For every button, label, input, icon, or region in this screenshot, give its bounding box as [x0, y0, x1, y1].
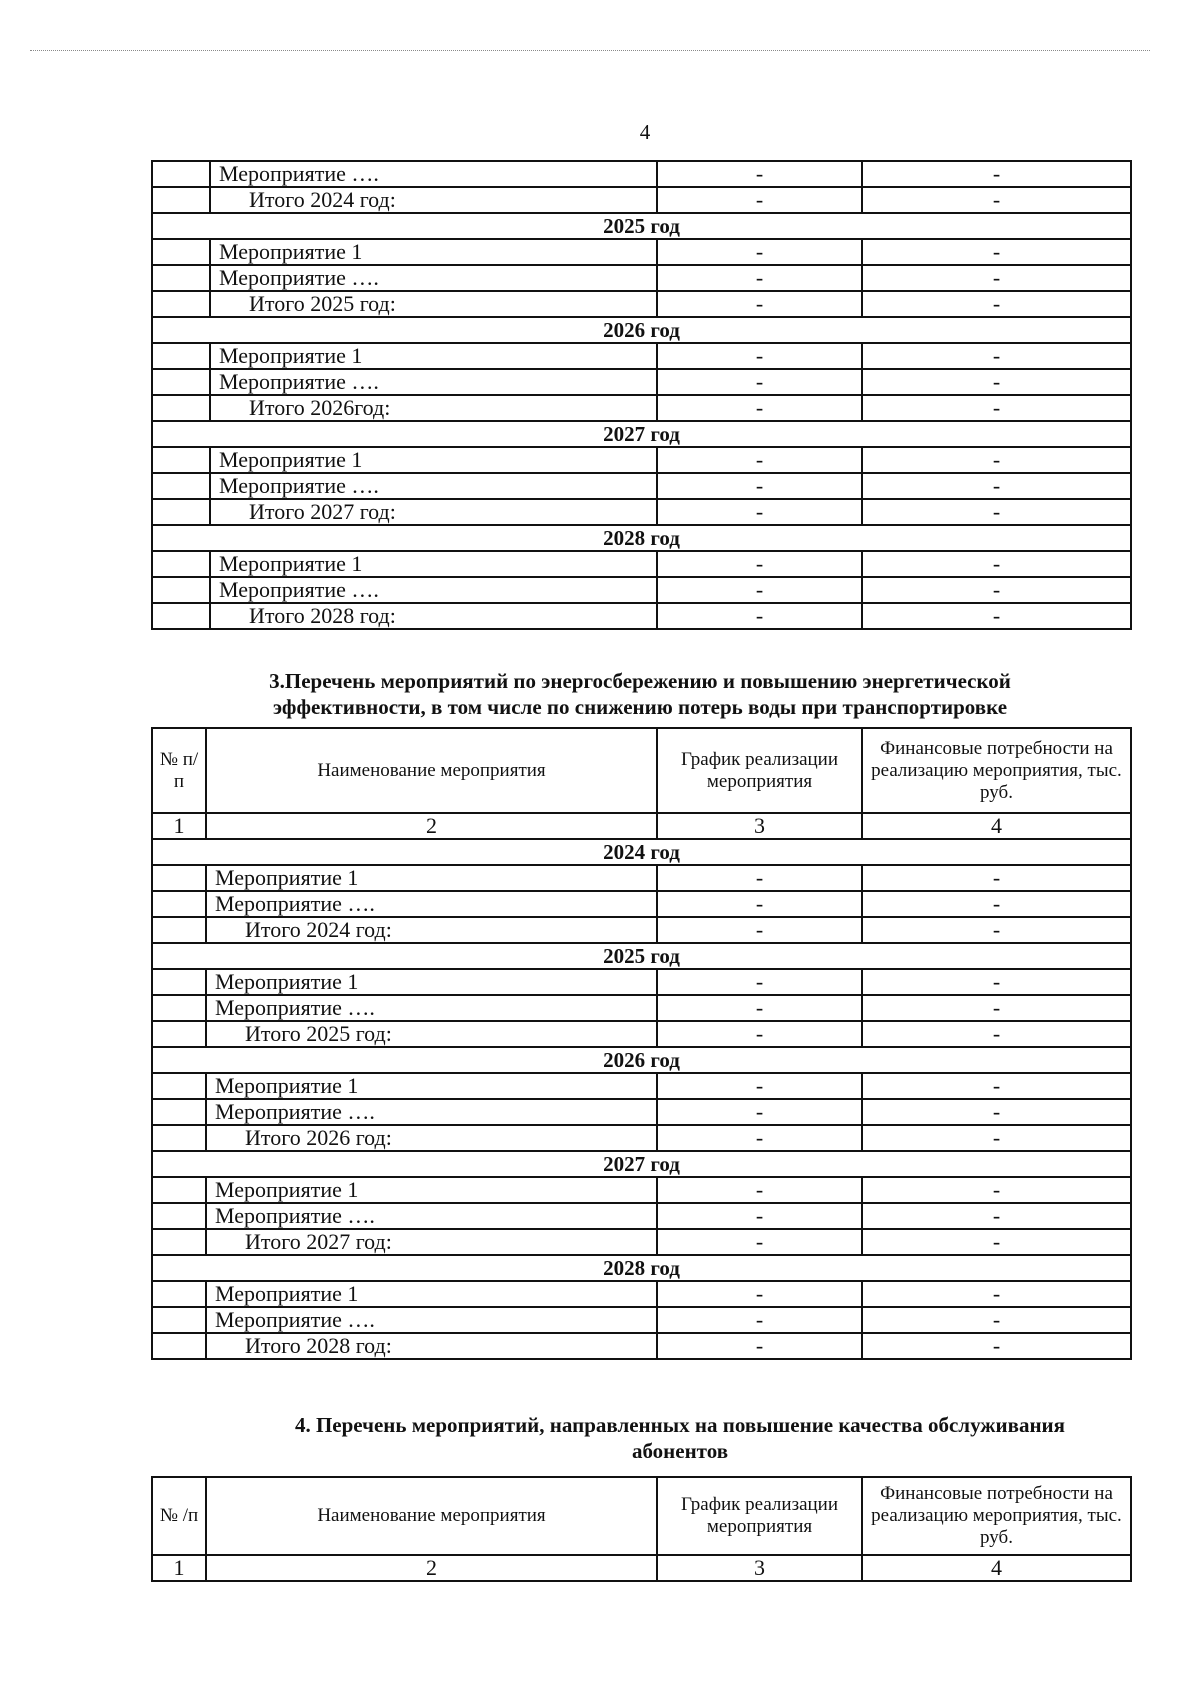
total-label: Итого 2025 год: — [210, 291, 657, 317]
total-row — [152, 1333, 1131, 1359]
schedule-cell: - — [657, 265, 862, 291]
total-row — [152, 291, 1131, 317]
total-label: Итого 2024 год: — [206, 917, 657, 943]
table-continuation-body — [152, 161, 1131, 629]
table-row — [152, 343, 1131, 369]
row-num-cell — [152, 1073, 206, 1099]
year-heading: 2024 год — [152, 839, 1131, 865]
year-heading: 2025 год — [152, 943, 1131, 969]
row-num-cell — [152, 161, 210, 187]
header-name: Наименование мероприятия — [206, 1477, 657, 1555]
row-num-cell — [152, 1229, 206, 1255]
activity-name: Мероприятие 1 — [206, 969, 657, 995]
activity-name: Мероприятие …. — [210, 161, 657, 187]
activity-name: Мероприятие 1 — [210, 551, 657, 577]
total-label: Итого 2025 год: — [206, 1021, 657, 1047]
finance-cell: - — [862, 239, 1131, 265]
year-heading: 2028 год — [152, 1255, 1131, 1281]
col-number-3: 3 — [657, 813, 862, 839]
col-number-2: 2 — [206, 1555, 657, 1581]
year-heading: 2026 год — [152, 317, 1131, 343]
year-row — [152, 943, 1131, 969]
section-4-title — [230, 1412, 1130, 1464]
total-row — [152, 1229, 1131, 1255]
schedule-cell: - — [657, 473, 862, 499]
total-label: Итого 2026 год: — [206, 1125, 657, 1151]
year-row — [152, 525, 1131, 551]
total-row — [152, 603, 1131, 629]
total-row — [152, 917, 1131, 943]
year-heading: 2026 год — [152, 1047, 1131, 1073]
row-num-cell — [152, 369, 210, 395]
finance-cell: - — [862, 187, 1131, 213]
scan-artifact-line — [30, 50, 1150, 51]
table-row — [152, 239, 1131, 265]
total-label: Итого 2027 год: — [210, 499, 657, 525]
row-num-cell — [152, 187, 210, 213]
table-row — [152, 1203, 1131, 1229]
activity-name: Мероприятие …. — [206, 1307, 657, 1333]
activity-name: Мероприятие 1 — [206, 865, 657, 891]
activity-name: Мероприятие …. — [210, 473, 657, 499]
total-row — [152, 1125, 1131, 1151]
schedule-cell: - — [657, 239, 862, 265]
row-num-cell — [152, 1203, 206, 1229]
header-finance: Финансовые потребности на реализацию мероприятия, тыс. руб. — [862, 728, 1131, 813]
table-row — [152, 161, 1131, 187]
schedule-cell: - — [657, 1099, 862, 1125]
finance-cell: - — [862, 473, 1131, 499]
header-name: Наименование мероприятия — [206, 728, 657, 813]
activity-name: Мероприятие 1 — [206, 1073, 657, 1099]
schedule-cell: - — [657, 1229, 862, 1255]
row-num-cell — [152, 1177, 206, 1203]
schedule-cell: - — [657, 499, 862, 525]
col-number-1: 1 — [152, 813, 206, 839]
finance-cell: - — [862, 1073, 1131, 1099]
table-row — [152, 447, 1131, 473]
table-header-row — [152, 728, 1131, 813]
row-num-cell — [152, 995, 206, 1021]
row-num-cell — [152, 343, 210, 369]
row-num-cell — [152, 395, 210, 421]
activity-name: Мероприятие 1 — [210, 447, 657, 473]
year-row — [152, 1151, 1131, 1177]
row-num-cell — [152, 265, 210, 291]
schedule-cell: - — [657, 577, 862, 603]
row-num-cell — [152, 1125, 206, 1151]
row-num-cell — [152, 291, 210, 317]
section-3-title-line2: эффективности, в том числе по снижению потерь воды при транспортировке — [272, 695, 1008, 719]
table-row — [152, 577, 1131, 603]
finance-cell: - — [862, 1333, 1131, 1359]
finance-cell: - — [862, 551, 1131, 577]
schedule-cell: - — [657, 603, 862, 629]
schedule-cell: - — [657, 917, 862, 943]
total-label: Итого 2028 год: — [210, 603, 657, 629]
total-label: Итого 2026год: — [210, 395, 657, 421]
schedule-cell: - — [657, 891, 862, 917]
schedule-cell: - — [657, 865, 862, 891]
table-row — [152, 473, 1131, 499]
finance-cell: - — [862, 917, 1131, 943]
row-num-cell — [152, 239, 210, 265]
row-num-cell — [152, 551, 210, 577]
row-num-cell — [152, 1281, 206, 1307]
schedule-cell: - — [657, 1177, 862, 1203]
schedule-cell: - — [657, 1021, 862, 1047]
finance-cell: - — [862, 395, 1131, 421]
schedule-cell: - — [657, 1281, 862, 1307]
finance-cell: - — [862, 995, 1131, 1021]
activity-name: Мероприятие 1 — [210, 239, 657, 265]
activity-name: Мероприятие …. — [206, 1099, 657, 1125]
finance-cell: - — [862, 1307, 1131, 1333]
finance-cell: - — [862, 969, 1131, 995]
schedule-cell: - — [657, 1333, 862, 1359]
year-heading: 2025 год — [152, 213, 1131, 239]
activity-name: Мероприятие …. — [206, 1203, 657, 1229]
finance-cell: - — [862, 1021, 1131, 1047]
finance-cell: - — [862, 369, 1131, 395]
schedule-cell: - — [657, 1203, 862, 1229]
finance-cell: - — [862, 1229, 1131, 1255]
section-3-title-line1: 3.Перечень мероприятий по энергосбережению и повышению энергетической — [269, 669, 1011, 693]
finance-cell: - — [862, 1281, 1131, 1307]
total-row — [152, 395, 1131, 421]
schedule-cell: - — [657, 161, 862, 187]
header-schedule: График реализации мероприятия — [657, 728, 862, 813]
row-num-cell — [152, 969, 206, 995]
table-section-3-body — [152, 839, 1131, 1359]
table-header-row — [152, 1477, 1131, 1555]
col-number-4: 4 — [862, 813, 1131, 839]
finance-cell: - — [862, 603, 1131, 629]
schedule-cell: - — [657, 447, 862, 473]
table-row — [152, 995, 1131, 1021]
table-row — [152, 1177, 1131, 1203]
finance-cell: - — [862, 291, 1131, 317]
finance-cell: - — [862, 447, 1131, 473]
year-heading: 2027 год — [152, 1151, 1131, 1177]
finance-cell: - — [862, 161, 1131, 187]
finance-cell: - — [862, 1099, 1131, 1125]
finance-cell: - — [862, 499, 1131, 525]
activity-name: Мероприятие …. — [210, 577, 657, 603]
table-row — [152, 1307, 1131, 1333]
activity-name: Мероприятие …. — [206, 891, 657, 917]
total-label: Итого 2027 год: — [206, 1229, 657, 1255]
table-row — [152, 969, 1131, 995]
section-3-title — [150, 668, 1130, 720]
schedule-cell: - — [657, 969, 862, 995]
total-row — [152, 499, 1131, 525]
schedule-cell: - — [657, 1073, 862, 1099]
total-label: Итого 2028 год: — [206, 1333, 657, 1359]
table-continuation — [151, 160, 1132, 630]
row-num-cell — [152, 865, 206, 891]
header-schedule: График реализации мероприятия — [657, 1477, 862, 1555]
header-num: № /п — [152, 1477, 206, 1555]
table-row — [152, 551, 1131, 577]
year-heading: 2027 год — [152, 421, 1131, 447]
year-row — [152, 839, 1131, 865]
activity-name: Мероприятие 1 — [210, 343, 657, 369]
col-number-3: 3 — [657, 1555, 862, 1581]
finance-cell: - — [862, 1203, 1131, 1229]
schedule-cell: - — [657, 291, 862, 317]
row-num-cell — [152, 1021, 206, 1047]
row-num-cell — [152, 499, 210, 525]
schedule-cell: - — [657, 343, 862, 369]
table-row — [152, 1073, 1131, 1099]
header-num: № п/п — [152, 728, 206, 813]
row-num-cell — [152, 447, 210, 473]
table-row — [152, 891, 1131, 917]
finance-cell: - — [862, 865, 1131, 891]
table-section-3 — [151, 727, 1132, 1360]
year-row — [152, 421, 1131, 447]
row-num-cell — [152, 603, 210, 629]
table-row — [152, 265, 1131, 291]
finance-cell: - — [862, 343, 1131, 369]
column-number-row — [152, 1555, 1131, 1581]
header-finance: Финансовые потребности на реализацию мероприятия, тыс. руб. — [862, 1477, 1131, 1555]
col-number-4: 4 — [862, 1555, 1131, 1581]
table-section-4 — [151, 1476, 1132, 1582]
row-num-cell — [152, 473, 210, 499]
activity-name: Мероприятие …. — [206, 995, 657, 1021]
table-row — [152, 1281, 1131, 1307]
total-label: Итого 2024 год: — [210, 187, 657, 213]
year-row — [152, 1255, 1131, 1281]
schedule-cell: - — [657, 187, 862, 213]
finance-cell: - — [862, 891, 1131, 917]
section-4-title-line1: 4. Перечень мероприятий, направленных на повышение качества обслуживания — [294, 1413, 1066, 1437]
year-heading: 2028 год — [152, 525, 1131, 551]
col-number-1: 1 — [152, 1555, 206, 1581]
activity-name: Мероприятие 1 — [206, 1177, 657, 1203]
finance-cell: - — [862, 1177, 1131, 1203]
table-row — [152, 865, 1131, 891]
schedule-cell: - — [657, 995, 862, 1021]
schedule-cell: - — [657, 551, 862, 577]
total-row — [152, 1021, 1131, 1047]
row-num-cell — [152, 1307, 206, 1333]
col-number-2: 2 — [206, 813, 657, 839]
section-4-title-line2: абонентов — [631, 1439, 729, 1463]
row-num-cell — [152, 1099, 206, 1125]
finance-cell: - — [862, 265, 1131, 291]
activity-name: Мероприятие …. — [210, 265, 657, 291]
year-row — [152, 317, 1131, 343]
schedule-cell: - — [657, 395, 862, 421]
finance-cell: - — [862, 1125, 1131, 1151]
total-row — [152, 187, 1131, 213]
schedule-cell: - — [657, 369, 862, 395]
page-number: 4 — [639, 120, 651, 144]
finance-cell: - — [862, 577, 1131, 603]
activity-name: Мероприятие …. — [210, 369, 657, 395]
row-num-cell — [152, 891, 206, 917]
column-number-row — [152, 813, 1131, 839]
table-row — [152, 369, 1131, 395]
schedule-cell: - — [657, 1307, 862, 1333]
row-num-cell — [152, 1333, 206, 1359]
activity-name: Мероприятие 1 — [206, 1281, 657, 1307]
table-row — [152, 1099, 1131, 1125]
year-row — [152, 213, 1131, 239]
schedule-cell: - — [657, 1125, 862, 1151]
year-row — [152, 1047, 1131, 1073]
row-num-cell — [152, 577, 210, 603]
row-num-cell — [152, 917, 206, 943]
